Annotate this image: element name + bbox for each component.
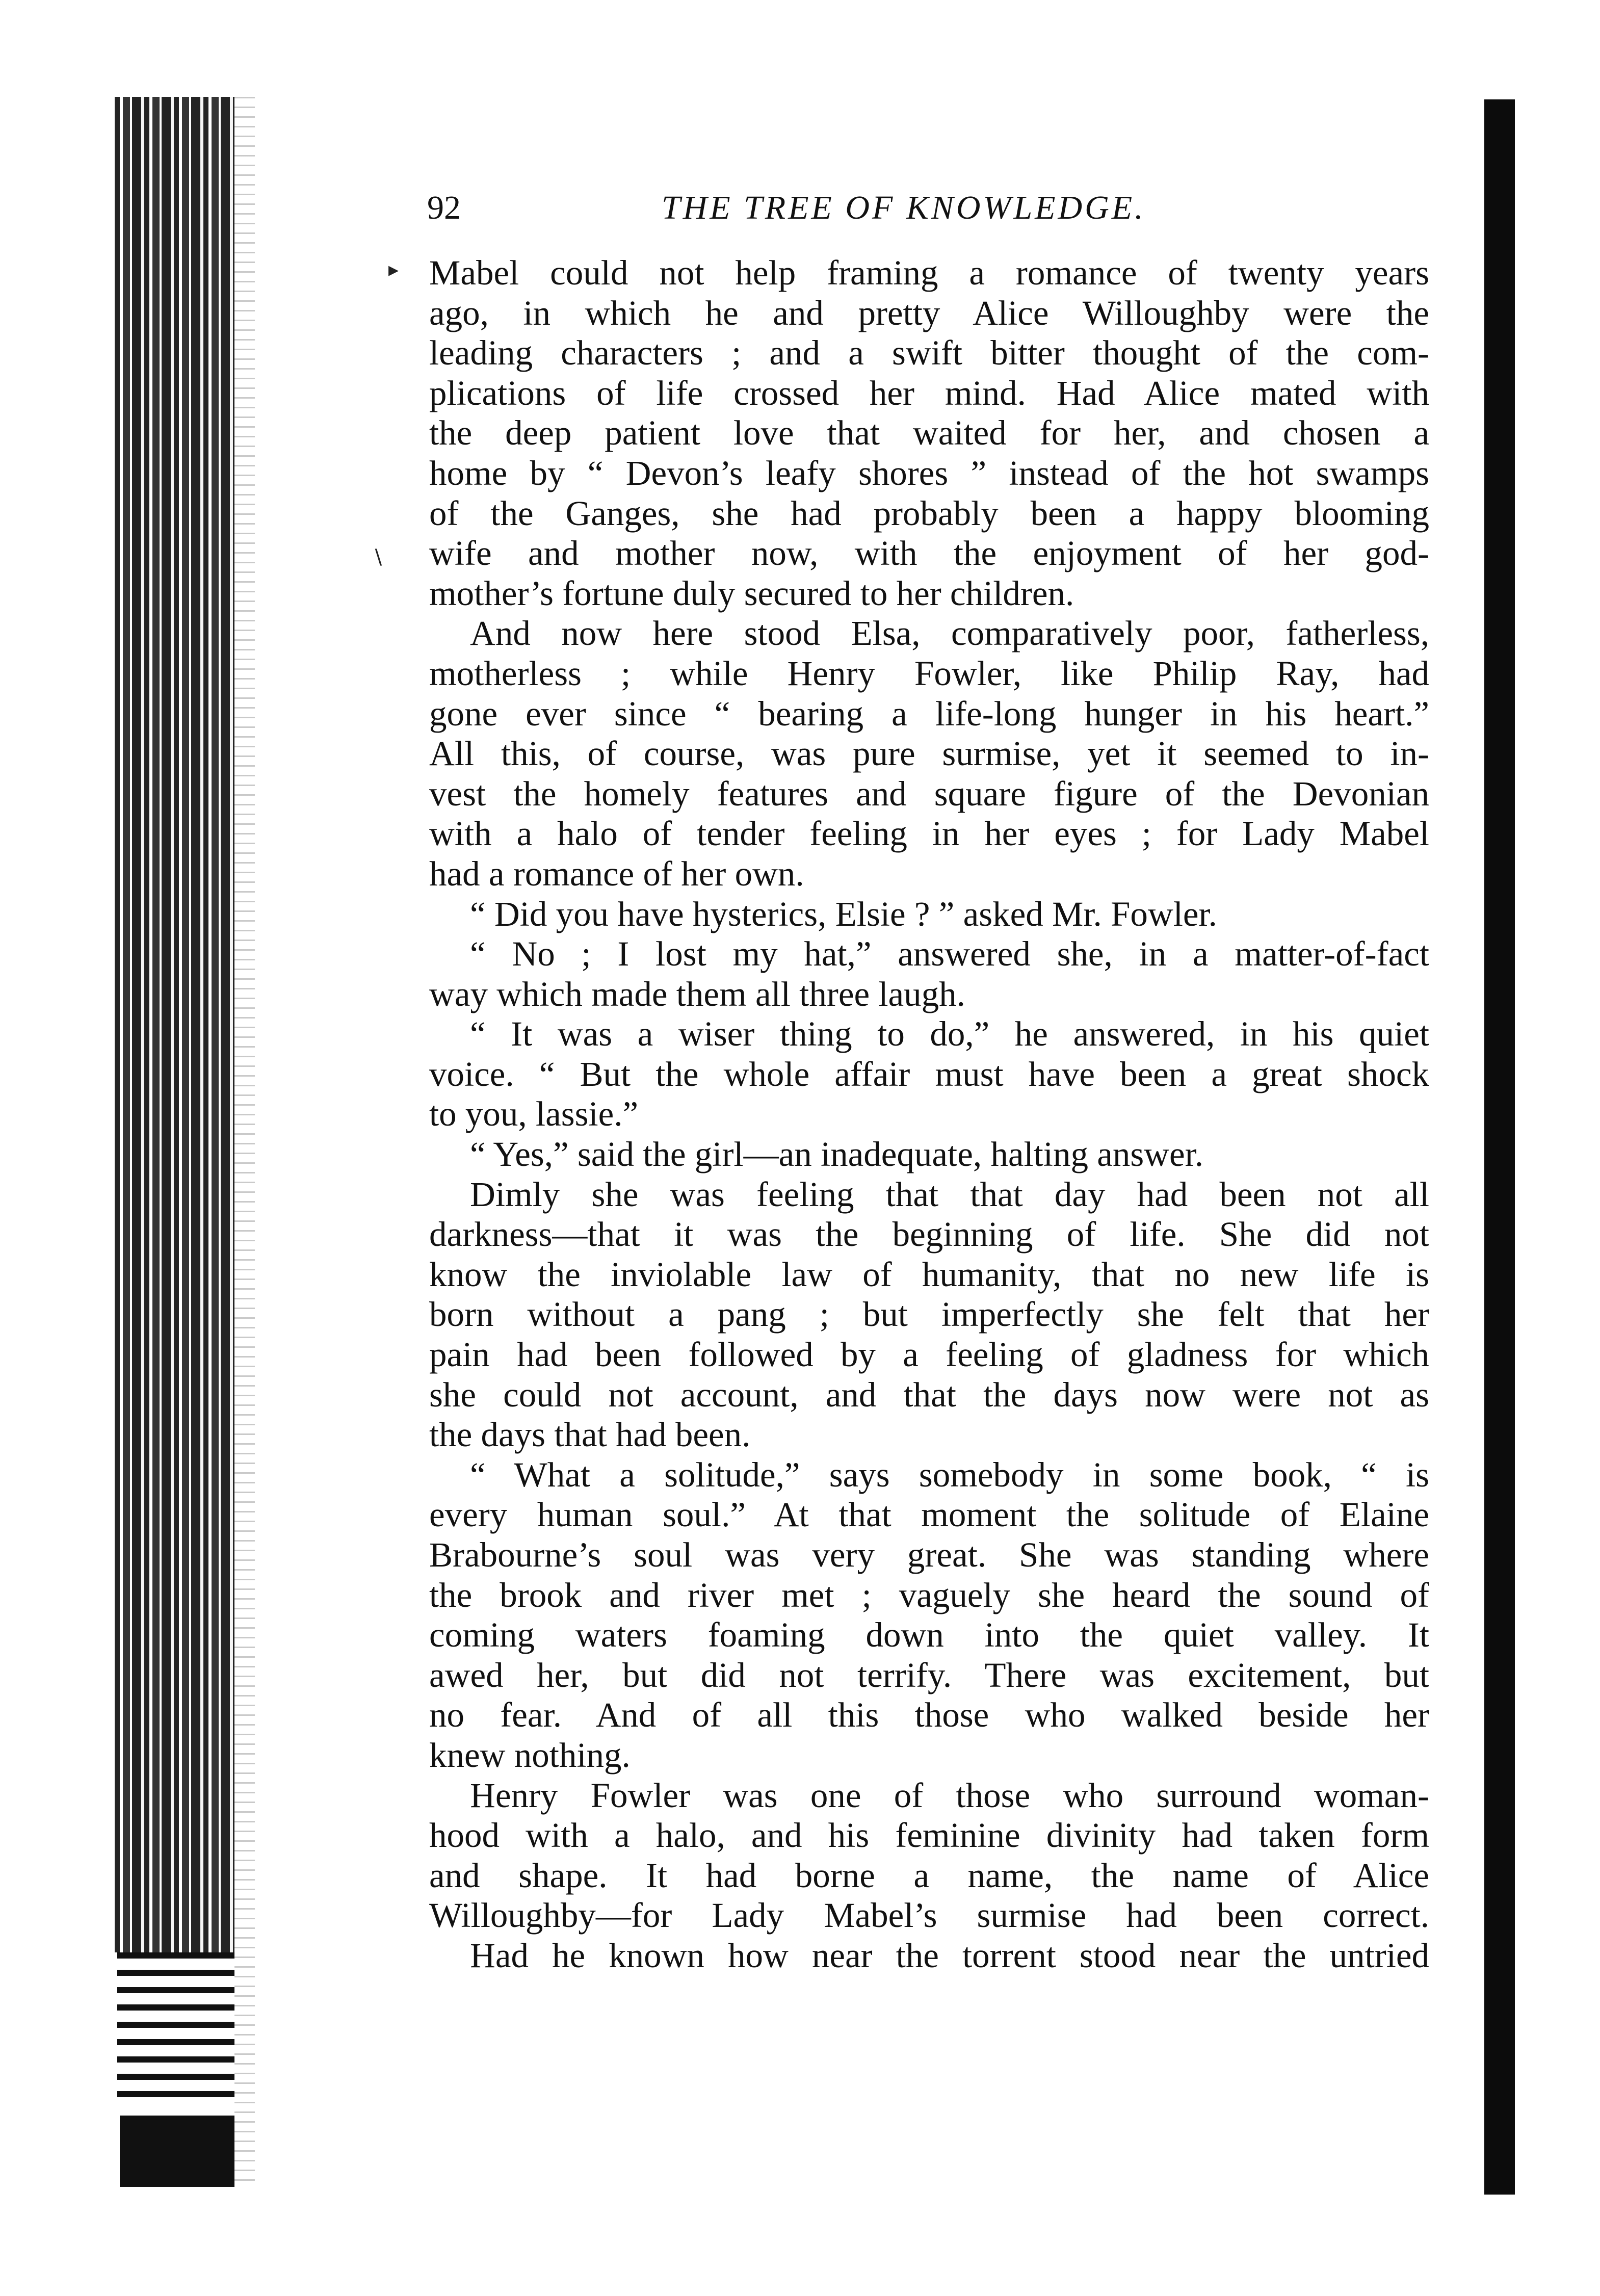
- page-number: 92: [427, 189, 461, 226]
- text-line: Dimly she was feeling that that day had been not all: [470, 1175, 1429, 1214]
- text-line: Brabourne’s soul was very great. She was standing where: [429, 1535, 1429, 1574]
- text-line: voice. “ But the whole affair must have been a great shock: [429, 1054, 1429, 1093]
- binding-edge-left-lines: [117, 1952, 234, 2105]
- text-line: Henry Fowler was one of those who surround woman-: [470, 1776, 1429, 1815]
- text-line: “ Yes,” said the girl—an inadequate, halting answer.: [470, 1135, 1204, 1174]
- text-line: “ Did you have hysterics, Elsie ? ” asked Mr. Fowler.: [470, 894, 1217, 933]
- body-text: [429, 253, 1429, 1976]
- text-line: gone ever since “ bearing a life-long hunger in his heart.”: [429, 694, 1429, 733]
- text-line: plications of life crossed her mind. Had Alice mated with: [429, 373, 1429, 412]
- text-line: with a halo of tender feeling in her eyes ; for Lady Mabel: [429, 814, 1429, 853]
- text-line: pain had been followed by a feeling of gladness for which: [429, 1335, 1429, 1374]
- text-line: she could not account, and that the days now were not as: [429, 1375, 1429, 1414]
- text-line: knew nothing.: [429, 1735, 631, 1775]
- text-line: wife and mother now, with the enjoyment of her god-: [429, 534, 1429, 573]
- text-line: And now here stood Elsa, comparatively poor, fatherless,: [470, 614, 1429, 653]
- text-line: hood with a halo, and his feminine divinity had taken form: [429, 1816, 1429, 1855]
- text-line: home by “ Devon’s leafy shores ” instead of the hot swamps: [429, 453, 1429, 492]
- text-line: darkness—that it was the beginning of life. She did not: [429, 1215, 1429, 1254]
- text-line: mother’s fortune duly secured to her children.: [429, 573, 1074, 613]
- binding-edge-right: [1484, 99, 1515, 2195]
- text-line: vest the homely features and square figure of the Devonian: [429, 774, 1429, 813]
- text-line: of the Ganges, she had probably been a happy blooming: [429, 493, 1429, 533]
- text-line: coming waters foaming down into the quiet valley. It: [429, 1615, 1429, 1655]
- text-line: know the inviolable law of humanity, that no new life is: [429, 1255, 1429, 1294]
- text-line: no fear. And of all this those who walked beside her: [429, 1695, 1429, 1735]
- text-line: “ No ; I lost my hat,” answered she, in a matter-of-fact: [470, 934, 1429, 974]
- text-line: leading characters ; and a swift bitter thought of the com-: [429, 333, 1429, 373]
- running-title: THE TREE OF KNOWLEDGE.: [662, 189, 1146, 226]
- text-line: Had he known how near the torrent stood near the untried: [470, 1936, 1429, 1975]
- text-line: had a romance of her own.: [429, 854, 804, 893]
- margin-dash-mark: ∖: [371, 546, 384, 569]
- text-line: way which made them all three laugh.: [429, 974, 965, 1013]
- text-line: the brook and river met ; vaguely she heard the sound of: [429, 1575, 1429, 1614]
- page-header: [427, 188, 1431, 228]
- text-line: motherless ; while Henry Fowler, like Philip Ray, had: [429, 654, 1429, 693]
- text-line: Willoughby—for Lady Mabel’s surmise had been correct.: [429, 1896, 1429, 1935]
- text-line: born without a pang ; but imperfectly she felt that her: [429, 1295, 1429, 1334]
- text-line: the days that had been.: [429, 1415, 751, 1454]
- binding-edge-left-block: [120, 2116, 234, 2187]
- text-line: to you, lassie.”: [429, 1094, 639, 1134]
- text-line: ago, in which he and pretty Alice Willoughby were the: [429, 293, 1429, 332]
- text-line: every human soul.” At that moment the solitude of Elaine: [429, 1495, 1429, 1534]
- text-line: Mabel could not help framing a romance of twenty years: [429, 253, 1429, 292]
- text-line: All this, of course, was pure surmise, yet it seemed to in-: [429, 734, 1429, 773]
- text-line: “ What a solitude,” says somebody in some book, “ is: [470, 1455, 1429, 1494]
- binding-edge-left-fade: [234, 97, 255, 2187]
- text-line: awed her, but did not terrify. There was excitement, but: [429, 1655, 1429, 1694]
- text-line: the deep patient love that waited for her, and chosen a: [429, 413, 1429, 453]
- binding-edge-left: [115, 97, 234, 1952]
- margin-arrow-mark: ▸: [388, 258, 399, 281]
- text-line: and shape. It had borne a name, the name of Alice: [429, 1856, 1429, 1895]
- text-line: “ It was a wiser thing to do,” he answered, in his quiet: [470, 1014, 1429, 1054]
